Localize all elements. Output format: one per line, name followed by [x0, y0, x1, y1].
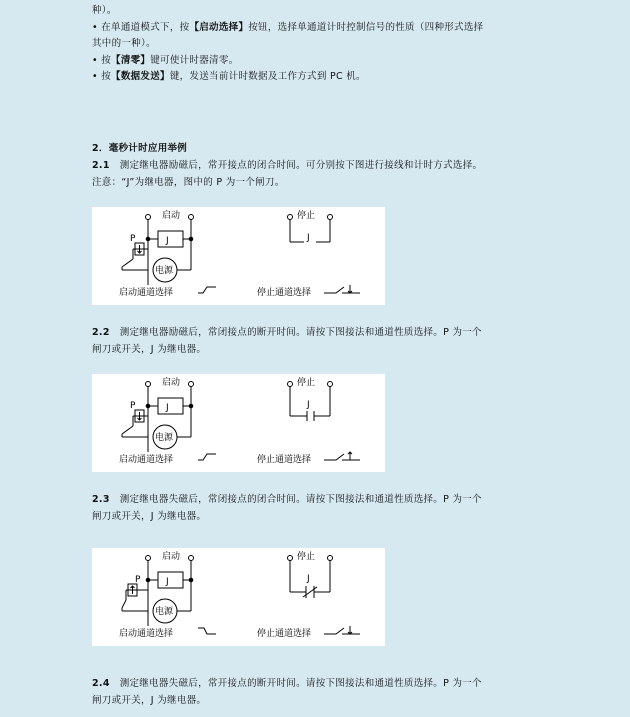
example-2-3-cont: 闸刀或开关，J 为继电器。	[92, 511, 207, 522]
bullet-clear: • 按【清零】键可使计时器清零。	[92, 55, 239, 66]
wiring-diagram-2-1	[92, 207, 385, 305]
key-start-select: 【启动选择】	[189, 22, 249, 33]
bullet-send-data: • 按【数据发送】键，发送当前计时数据及工作方式到 PC 机。	[92, 71, 366, 82]
key-send-data: 【数据发送】	[111, 71, 170, 82]
label-switch: P	[130, 234, 136, 244]
example-2-4-text: 2.4 测定继电器失磁后，常开接点的断开时间。请按下图接法和通道性质选择。P 为一个	[92, 678, 482, 689]
label-stop-relay: J	[307, 233, 310, 243]
example-2-3-text: 2.3 测定继电器失磁后，常闭接点的闭合时间。请按下图接法和通道性质选择。P 为一个	[92, 494, 482, 505]
label-relay: J	[166, 403, 169, 413]
label-start: 启动	[162, 378, 181, 388]
intro-continuation: 种）。	[92, 5, 117, 16]
bullet-start-select: • 在单通道模式下，按【启动选择】按钮，选择单通道计时控制信号的性质（四种形式选择	[92, 22, 484, 33]
bullet-start-select-continued: 其中的一种）。	[92, 38, 156, 49]
example-2-2-cont: 闸刀或开关，J 为继电器。	[92, 344, 207, 355]
label-switch: P	[130, 401, 136, 411]
label-stop: 停止	[297, 378, 316, 388]
label-start: 启动	[162, 211, 181, 221]
wiring-diagram-2-3	[92, 548, 385, 646]
label-stop-channel: 停止通道选择	[257, 629, 312, 639]
label-stop-channel: 停止通道选择	[257, 288, 312, 298]
label-stop: 停止	[297, 211, 316, 221]
example-2-2-text: 2.2 测定继电器励磁后，常闭接点的断开时间。请按下图接法和通道性质选择。P 为一个	[92, 327, 482, 338]
example-2-4-cont: 闸刀或开关，J 为继电器。	[92, 695, 207, 706]
section-title: 2．毫秒计时应用举例	[92, 143, 188, 154]
label-relay: J	[166, 236, 169, 246]
label-stop-relay: J	[307, 400, 310, 410]
label-power: 电源	[155, 433, 174, 443]
example-2-1-note: 注意：“J”为继电器，图中的 P 为一个闸刀。	[92, 177, 285, 188]
label-switch: P	[135, 575, 141, 585]
label-power: 电源	[155, 607, 174, 617]
label-relay: J	[166, 577, 169, 587]
label-start-channel: 启动通道选择	[119, 629, 174, 639]
label-start-channel: 启动通道选择	[119, 455, 174, 465]
label-stop: 停止	[297, 552, 316, 562]
label-power: 电源	[155, 266, 174, 276]
example-2-1-text: 2.1 测定继电器励磁后，常开接点的闭合时间。可分别按下图进行接线和计时方式选择。	[92, 160, 483, 171]
label-stop-relay: J	[307, 574, 310, 584]
label-start: 启动	[162, 552, 181, 562]
wiring-diagram-2-2	[92, 374, 385, 472]
label-start-channel: 启动通道选择	[119, 288, 174, 298]
label-stop-channel: 停止通道选择	[257, 455, 312, 465]
key-clear: 【清零】	[111, 55, 151, 66]
